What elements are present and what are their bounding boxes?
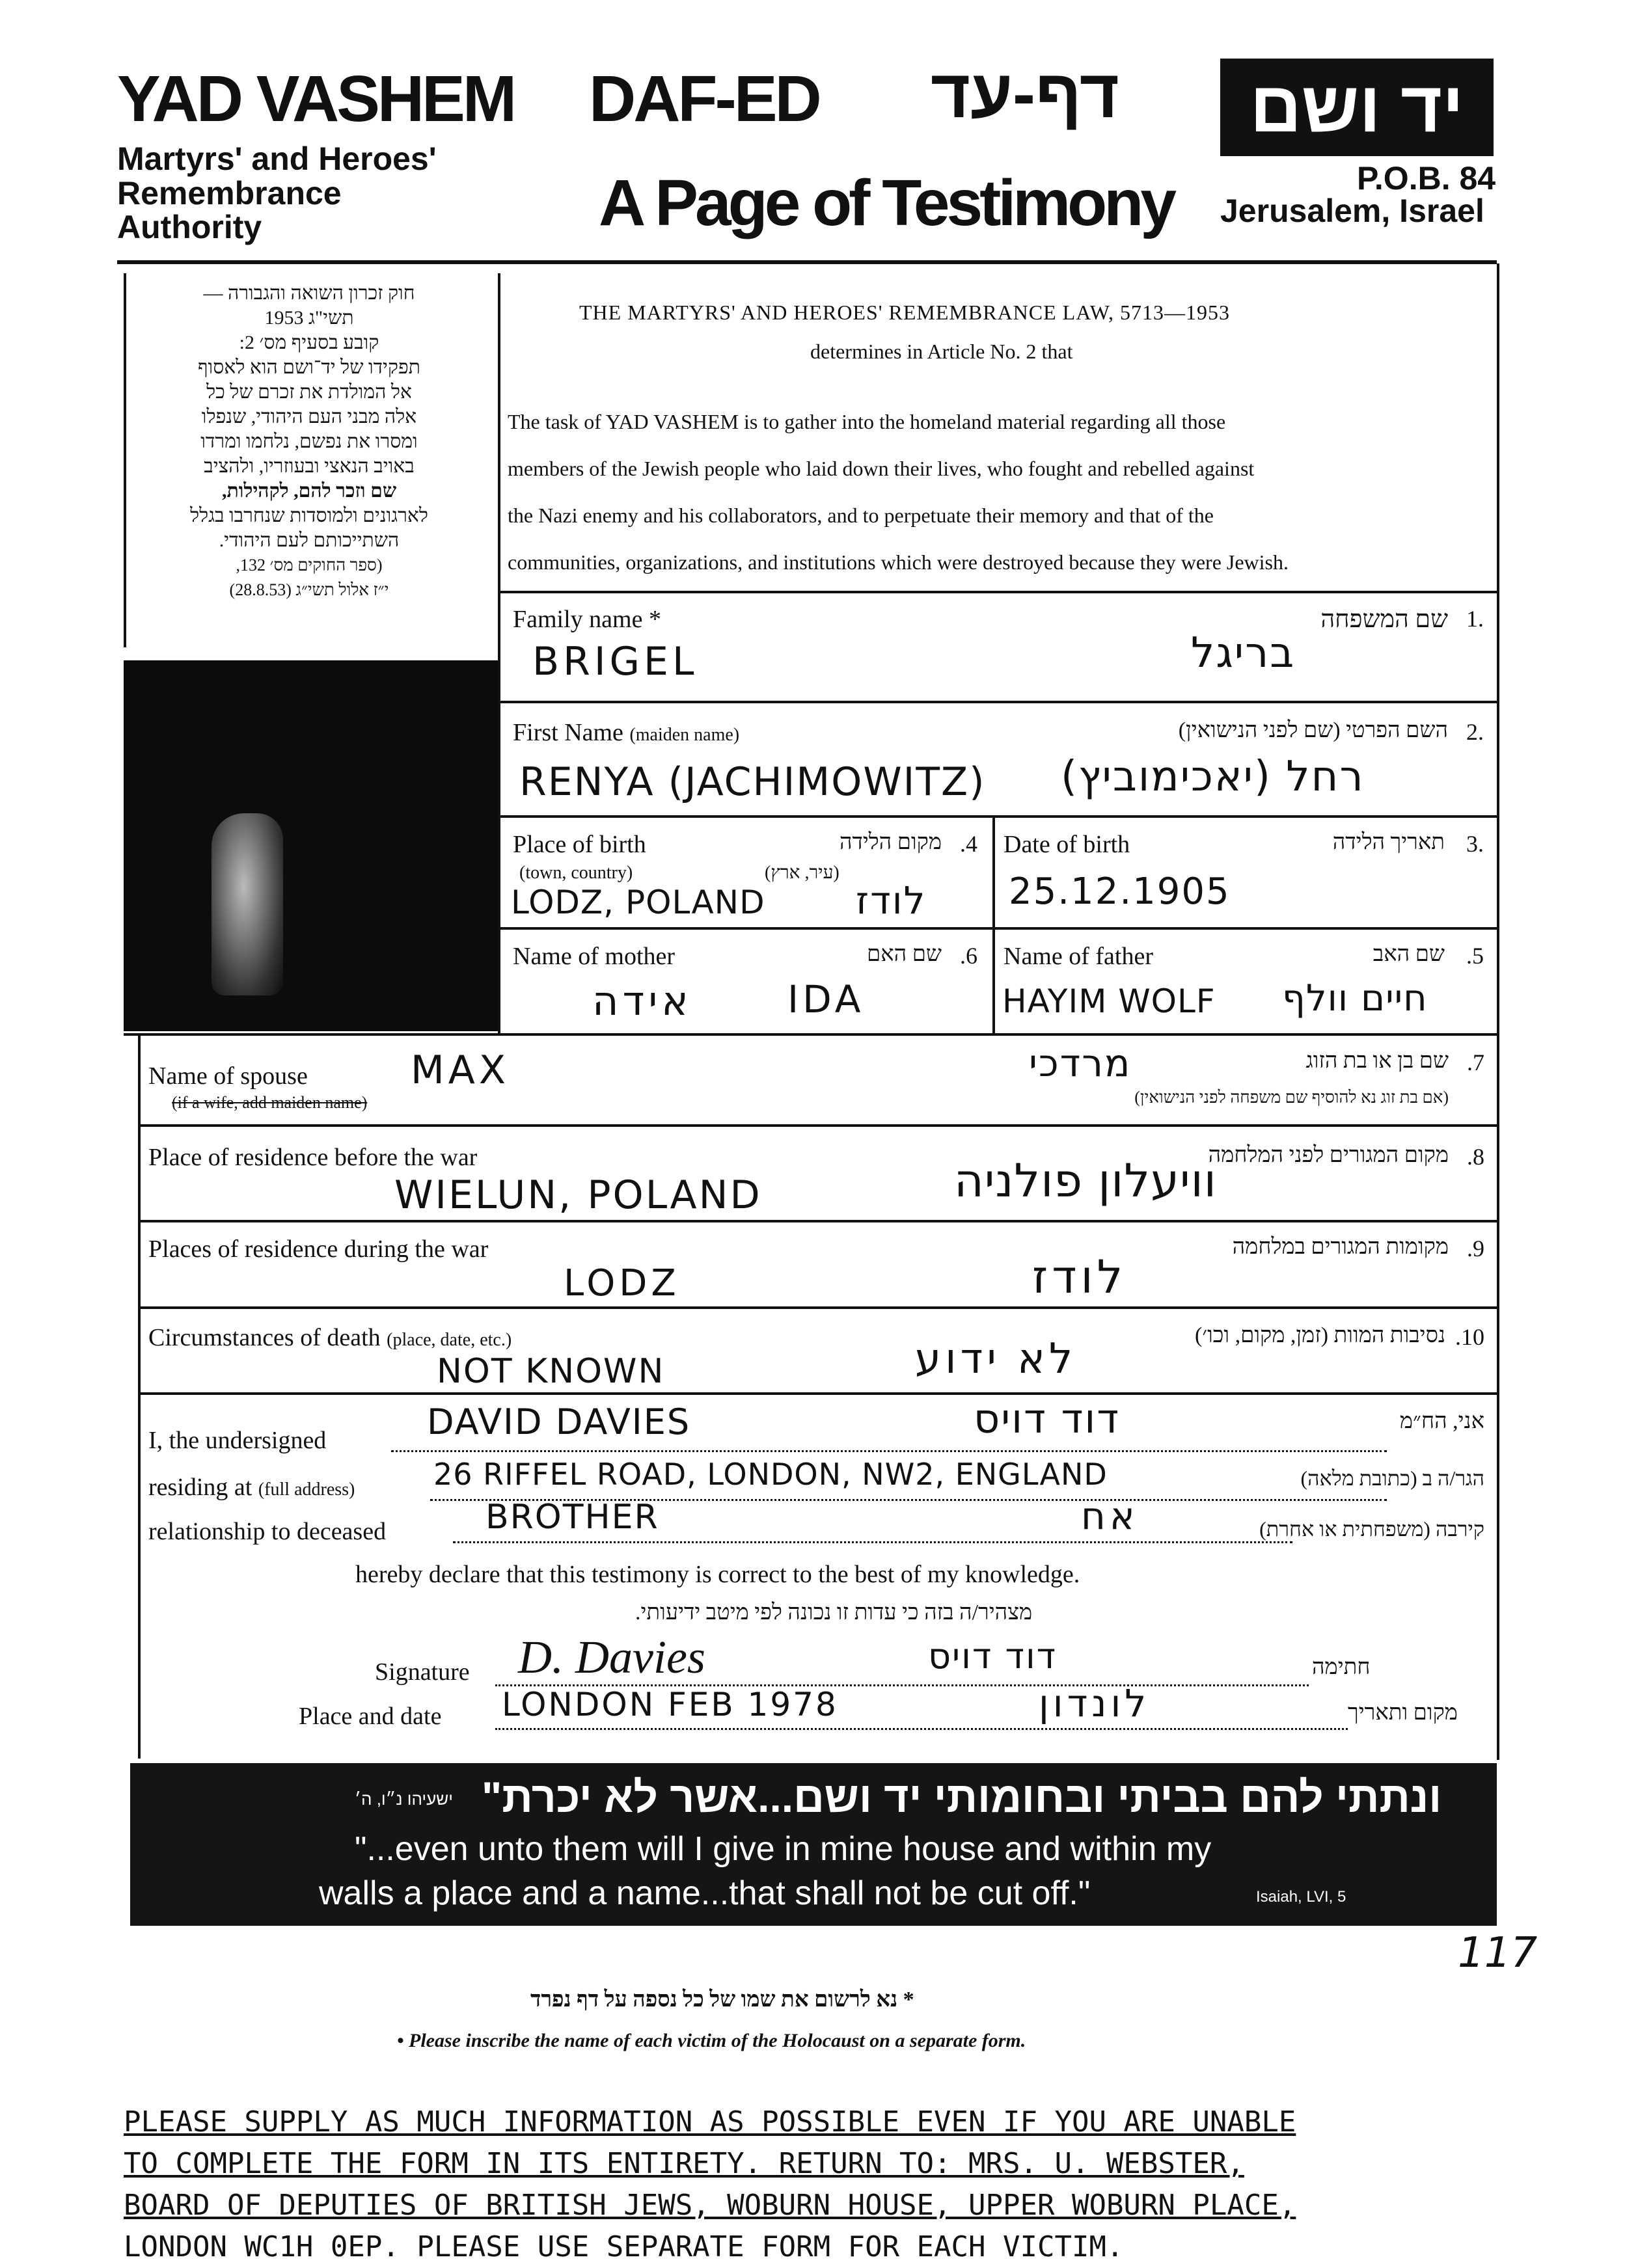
law-hebrew-article: קובע בסעיף מס׳ 2: <box>239 332 379 353</box>
first-name-label <box>513 718 739 747</box>
relationship-label: relationship to deceased <box>148 1518 387 1545</box>
field-number: .7 <box>1467 1049 1484 1075</box>
law-hebrew-title: חוק זכרון השואה והגבורה — <box>203 282 415 304</box>
banner-english-ref: Isaiah, LVI, 5 <box>1256 1888 1346 1906</box>
logo-text: יד ושם <box>1249 67 1464 147</box>
grid-left-inner <box>498 592 500 1034</box>
first-name-label-text: First Name <box>513 719 623 746</box>
footnote-star: • <box>397 2030 409 2051</box>
instruction-line: TO COMPLETE THE FORM IN ITS ENTIRETY. RETURN TO: MRS. U. WEBSTER, <box>124 2147 1244 2180</box>
field-residence-during-war <box>141 1223 1494 1304</box>
footnote-english-text: Please inscribe the name of each victim of the Holocaust on a separate form. <box>409 2030 1026 2051</box>
field-number: 1. <box>1466 606 1484 632</box>
mother-name-value[interactable]: IDA <box>787 977 865 1021</box>
death-circumstances-value[interactable]: NOT KNOWN <box>437 1352 665 1391</box>
org-subtitle-3: Authority <box>117 209 262 245</box>
rule-f8-bottom <box>138 1220 1497 1222</box>
relationship-value-he[interactable]: אח <box>1081 1494 1139 1538</box>
place-of-birth-label-small: (town, country) <box>519 863 633 883</box>
law-hebrew-line: תפקידו של יד־ושם הוא לאסוף <box>198 357 420 378</box>
date-of-birth-value[interactable]: 25.12.1905 <box>1009 871 1231 913</box>
law-hebrew-line: השתייכותם לעם היהודי. <box>219 530 400 551</box>
mother-name-value-he[interactable]: אידה <box>592 977 692 1025</box>
banner-english-1: "...even unto them will I give in mine house and within my <box>355 1830 1212 1868</box>
law-hebrew-source: (ספר החוקים מס׳ 132, <box>236 556 383 574</box>
undersigned-label-he: אני, הח״מ <box>1399 1409 1484 1433</box>
field-circumstances-of-death <box>141 1309 1494 1390</box>
instruction-line: PLEASE SUPPLY AS MUCH INFORMATION AS POSSIBLE EVEN IF YOU ARE UNABLE <box>124 2105 1296 2139</box>
rule-f1-bottom <box>498 701 1497 703</box>
banner-hebrew: ונתתי להם בביתי ובחומותי יד ושם...אשר לא יכרת" <box>482 1773 1442 1821</box>
mother-name-label: Name of mother <box>513 943 676 970</box>
law-english-body <box>508 398 1289 586</box>
field-number: .10 <box>1455 1324 1484 1350</box>
death-circumstances-label-he: נסיבות המוות (זמן, מקום, וכו׳) <box>1194 1323 1445 1347</box>
law-box-left <box>124 273 126 647</box>
death-circumstances-value-he[interactable]: לא ידוע <box>915 1335 1077 1383</box>
residence-before-value[interactable]: WIELUN, POLAND <box>394 1172 762 1218</box>
father-name-label: Name of father <box>1004 943 1153 970</box>
place-of-birth-label-he-small: (עיר, ארץ) <box>765 863 840 883</box>
place-of-birth-value-he[interactable]: לודז <box>856 878 927 923</box>
residence-before-value-he[interactable]: וויעלון פולניה <box>954 1154 1217 1208</box>
victim-photo <box>124 660 498 1031</box>
field-residence-before-war <box>141 1127 1494 1218</box>
field-number: .9 <box>1467 1235 1484 1262</box>
father-name-label-he: שם האב <box>1372 942 1445 966</box>
declaration-en: hereby declare that this testimony is correct to the best of my knowledge. <box>355 1561 1080 1588</box>
daf-ed-title: DAF-ED <box>589 62 819 135</box>
signature-value[interactable]: D. Davies <box>518 1631 705 1683</box>
residence-during-value-he[interactable]: לודז <box>1032 1250 1127 1304</box>
field-spouse-name <box>141 1036 1494 1123</box>
law-english-line: the Nazi enemy and his collaborators, and to perpetuate their memory and that of the <box>508 504 1214 527</box>
field-number: 3. <box>1466 831 1484 857</box>
family-name-label: Family name * <box>513 606 661 633</box>
family-name-value-he[interactable]: בריגל <box>1191 629 1296 677</box>
org-subtitle-1: Martyrs' and Heroes' <box>117 141 437 177</box>
law-hebrew-line: שם וזכר להם, לקהילות, <box>221 480 397 502</box>
first-name-value[interactable]: RENYA (JACHIMOWITZ) <box>519 759 986 805</box>
law-hebrew-date: י״ז אלול תשי״ג (28.8.53) <box>229 580 389 599</box>
date-of-birth-label: Date of birth <box>1004 831 1130 858</box>
place-of-birth-value[interactable]: LODZ, POLAND <box>511 884 765 921</box>
law-english-line: The task of YAD VASHEM is to gather into the homeland material regarding all those <box>508 410 1226 433</box>
father-name-value[interactable]: HAYIM WOLF <box>1002 982 1216 1020</box>
law-english-line: members of the Jewish people who laid down their lives, who fought and rebelled against <box>508 457 1255 480</box>
law-hebrew-line: לארגונים ולמוסדות שנחרבו בגלל <box>190 505 428 526</box>
date-of-birth-label-he: תאריך הלידה <box>1332 830 1445 854</box>
spouse-name-label-he: שם בן או בת הזוג <box>1305 1049 1449 1073</box>
first-name-label-small: (maiden name) <box>629 725 740 745</box>
undersigned-line <box>391 1450 1387 1452</box>
banner-hebrew-ref: ישעיהו נ״ו, ה׳ <box>355 1789 454 1809</box>
field-father-name <box>996 930 1494 1031</box>
signature-label: Signature <box>375 1658 470 1686</box>
relationship-value[interactable]: BROTHER <box>485 1498 659 1537</box>
field-number: .5 <box>1466 943 1484 969</box>
residing-label <box>148 1473 355 1502</box>
field-date-of-birth <box>996 818 1494 926</box>
residence-during-label: Places of residence during the war <box>148 1235 489 1263</box>
law-english-title: THE MARTYRS' AND HEROES' REMEMBRANCE LAW, 5713—1953 <box>579 301 1231 324</box>
rule-f34-bottom <box>498 927 1497 930</box>
residence-during-label-he: מקומות המגורים במלחמה <box>1232 1235 1449 1259</box>
pob: P.O.B. 84 <box>1357 160 1496 196</box>
spouse-name-label: Name of spouse <box>148 1062 308 1090</box>
yad-vashem-logo <box>1220 59 1494 156</box>
place-date-label-he: מקום ותאריך <box>1348 1701 1458 1725</box>
field-number: .8 <box>1467 1144 1484 1170</box>
grid-right <box>1497 263 1499 1760</box>
spouse-name-label-small: (if a wife, add maiden name) <box>172 1093 368 1112</box>
field-number: .6 <box>960 943 977 969</box>
page-title: A Page of Testimony <box>599 167 1173 239</box>
banner-english-2: walls a place and a name...that shall not be cut off." <box>319 1874 1091 1912</box>
law-hebrew-line: אל המולדת את זכרם של כל <box>206 381 412 403</box>
law-hebrew-line: ומסרו את נפשם, נלחמו ומרדו <box>200 431 418 452</box>
residence-before-label: Place of residence before the war <box>148 1144 478 1171</box>
scripture-banner <box>130 1763 1497 1926</box>
rule-f2-bottom <box>498 815 1497 818</box>
place-of-birth-label: Place of birth <box>513 831 646 858</box>
residing-value[interactable]: 26 RIFFEL ROAD, LONDON, NW2, ENGLAND <box>433 1457 1108 1492</box>
undersigned-value[interactable]: DAVID DAVIES <box>427 1401 691 1442</box>
declaration-he: מצהיר/ה בזה כי עדות זו נכונה לפי מיטב ידיעותי. <box>635 1600 1033 1625</box>
instruction-line: LONDON WC1H 0EP. PLEASE USE SEPARATE FORM FOR EACH VICTIM. <box>124 2230 1124 2263</box>
undersigned-label: I, the undersigned <box>148 1427 327 1454</box>
law-hebrew-line: באויב הנאצי ובעוזריו, ולהציב <box>204 455 415 477</box>
death-circumstances-label-text: Circumstances of death <box>148 1324 381 1351</box>
father-name-value-he[interactable]: חיים וולף <box>1282 977 1428 1019</box>
death-circumstances-label-small: (place, date, etc.) <box>387 1330 512 1350</box>
header-rule <box>117 260 1497 264</box>
spouse-name-value-he[interactable]: מרדכי <box>1029 1041 1132 1085</box>
field-number: .4 <box>960 831 977 857</box>
residence-during-value[interactable]: LODZ <box>564 1262 680 1304</box>
instructions-block <box>124 2101 1296 2268</box>
org-name: YAD VASHEM <box>117 62 515 135</box>
signature-label-he: חתימה <box>1312 1655 1371 1679</box>
law-english-sub: determines in Article No. 2 that <box>810 340 1073 363</box>
photo-silhouette <box>212 813 283 995</box>
family-name-value[interactable]: BRIGEL <box>532 639 698 684</box>
place-date-value[interactable]: LONDON FEB 1978 <box>502 1686 838 1723</box>
place-of-birth-label-he: מקום הלידה <box>839 830 942 854</box>
instruction-line: BOARD OF DEPUTIES OF BRITISH JEWS, WOBURN HOUSE, UPPER WOBURN PLACE, <box>124 2189 1296 2222</box>
first-name-value-he[interactable]: רחל (יאכימוביץ) <box>1061 753 1365 801</box>
law-hebrew-block <box>127 281 491 602</box>
page-number: 117 <box>1458 1929 1538 1977</box>
org-subtitle-2: Remembrance <box>117 175 342 211</box>
death-circumstances-label <box>148 1323 512 1352</box>
law-hebrew-year: תשי"ג 1953 <box>264 307 354 329</box>
grid-mid-divider <box>992 815 995 1033</box>
field-mother-name <box>501 930 990 1031</box>
field-place-of-birth <box>501 818 990 926</box>
field-number: 2. <box>1466 719 1484 745</box>
footnote-english <box>397 2030 1026 2052</box>
footnote-hebrew: * נא לרשום את שמו של כל נספה על דף נפרד <box>530 1988 914 2012</box>
undersigned-value-he[interactable]: דוד דויס <box>974 1395 1121 1442</box>
daf-ed-hebrew: דף-עד <box>931 56 1119 132</box>
relationship-label-he: קירבה (משפחתית או אחרת) <box>1259 1517 1484 1541</box>
first-name-label-he: השם הפרטי (שם לפני הנישואין) <box>1178 718 1448 742</box>
relationship-line <box>453 1541 1292 1543</box>
law-hebrew-line: אלה מבני העם היהודי, שנפלו <box>201 406 417 427</box>
residence-before-label-he: מקום המגורים לפני המלחמה <box>1208 1143 1449 1167</box>
law-english-line: communities, organizations, and institutions which were destroyed because they were Jewish. <box>508 550 1289 574</box>
place-date-line <box>495 1728 1348 1730</box>
place-date-value-he[interactable]: לונדון <box>1039 1681 1151 1725</box>
field-first-name <box>501 704 1494 813</box>
mother-name-label-he: שם האם <box>867 942 942 966</box>
city: Jerusalem, Israel <box>1220 193 1484 229</box>
field-family-name <box>501 593 1494 697</box>
residing-label-he: הגר/ה ב (כתובת מלאה) <box>1300 1466 1484 1490</box>
family-name-label-he: שם המשפחה <box>1320 606 1448 633</box>
signature-value-he[interactable]: דוד דויס <box>928 1636 1058 1677</box>
residing-label-small: (full address) <box>258 1479 355 1500</box>
place-date-label: Place and date <box>299 1703 442 1730</box>
declarant-section <box>141 1395 1494 1759</box>
spouse-name-label-he-small: (אם בת זוג נא להוסיף שם משפחה לפני הנישואין) <box>1134 1088 1449 1107</box>
spouse-name-value[interactable]: MAX <box>411 1047 510 1093</box>
residing-label-text: residing at <box>148 1474 253 1501</box>
